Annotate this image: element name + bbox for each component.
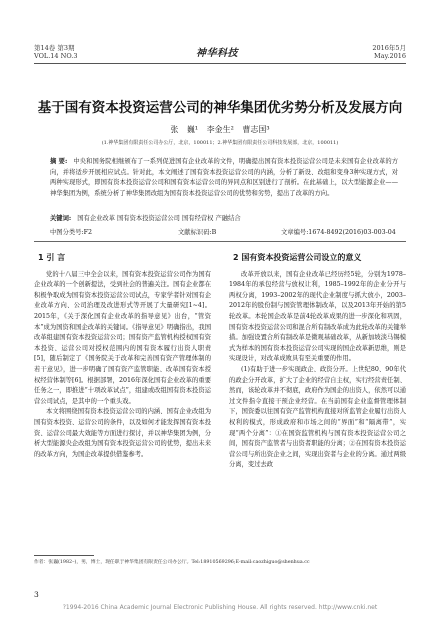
clc-number: 中图分类号:F2 [50,229,92,236]
issue-info [34,44,77,60]
page-number: 3 [34,590,39,599]
author-footnote: 作者：张巍(1982–)，男，博士，现任职于神华集团有限责任公司办公厅。Tel:18910569296;E-mail:caozhiguo@shenhua.cc [34,560,310,565]
section-2-paragraph-2: (1)有助于进一步实现政企、政资分开。上世纪80、90年代的政企分开改革，扩大了企业的经营自主权，实行经营责任制、然而，该轮改革并不彻底，政府作为国企的出资人，依然可以通过文件指令直接干预企业经营。在当前国有企业监督管理体制下，国资委以往国有资产监管机构直接对所监管企业履行出资人权利的模式，形成政府和市场之间的“界面”和“隔离带”，实现“两个分离”：①在国资监管机构与国有资本投资运营公司之间，国有资产监管者与出资者职能的分离；②在国有资本投资运营公司与所出资企业之间，实现出资者与企业的分离。通过两级分离，变过去政 [229,365,406,469]
classification-line [50,227,398,236]
issue-en: VOL.14 NO.3 [34,52,78,60]
date-en: May.2016 [374,52,406,60]
footnote-divider [34,555,94,556]
column-right [229,253,406,471]
journal-logo: 神华科技 [196,48,238,59]
author-affiliation: (1.神华集团有限责任公司办公厅，北京，100011；2.神华集团有限责任公司科技发展部，北京，100011) [101,140,339,146]
article-authors: 张 巍¹ 李金生² 曹志国³ [170,125,270,134]
issue-cn: 第14卷 第3期 [34,44,75,52]
date-cn: 2016年5月 [372,44,406,52]
section-2-heading: 2 国有资本投资运营公司设立的意义 [233,253,362,262]
section-1-paragraph-2: 本文将围绕国有资本投资运营公司的内涵、国有企业改组为国有资本投资、运营公司的条件，以及如何才能发挥国有资本投资、运营公司最大效能等方面进行探讨，并以神华集团为例，分析大型能源央企改组为国有资本投资运营公司的优势，提出未来的改革方向，为国企改革提供借鉴参考。 [34,408,211,458]
section-2-paragraph-1: 改革开放以来，国有企业改革已经历经5轮，分别为1978–1984年的承包经营与放权让利，1985–1992年的企业分开与两权分离，1993–2002年的现代企业制度与抓大放小，2003–2012年的股份制与国资管理体制改革，以及2013年开始的第5轮改革。本轮国企改革是前4轮改革成果的进一步深化和巩固，国有资本投资运营公司和混合所有制改革成为此轮改革的关键举措。加强设置合所有制改革是微观基础改革，从新加坡淡马锡模式为样本的国有资本投资运营公司实现的国企改革新思维，则是实现设计，对改革成败具有至关重要的作用。 [229,270,406,363]
copyright-line: ?1994-2016 China Academic Journal Electronic Publishing House. All rights reserved. http://www.cnki.net [62,604,378,611]
section-1-heading: 1 引 言 [38,253,66,262]
abstract-label: 摘 要: [50,158,68,165]
keywords-text: 国有企业改革 国有资本投资运营公司 国有经营权 产融结合 [77,215,241,222]
document-code: 文献标识码:B [178,229,217,236]
abstract [50,157,398,199]
abstract-text: 中央和国务院相继颁布了一系列促进国有企业改革的文件，明确提出国有资本投资运营公司是未来国有企业改革的方向，并将适步开展相应试点。针对此，本文阐述了国有资本投资运营公司的内涵，分析了新设、改组和变身3种实现方式，对两种实现形式，即国有资本投资运营公司和国有资本运营公司的异同点和区别进行了剖析。在此基础上，以大型能源企业——神华集团为例，系统分析了神华集团改组为国有资本投资运营公司的优势和劣势，提出了改革的方向。 [50,158,398,197]
column-left [34,253,211,460]
abstract-divider [34,241,406,242]
section-1-paragraph-1: 党的十八届三中全会以来，国有资本投资运营公司作为国有企业改革的一个创新提法，受到社会的普遍关注。国有企业都在积极争取成为国有资本投资运营公司试点，专家学者针对国有企业改革方向、公司治理及改进形式等开展了大量研究[1~4]。2015年，《关于深化国有企业改革的指导意见》出台，“管资本”成为国资和国企改革的关键词。《指导意见》明确指出，我国改革组建国有资本投资运营公司；国有资产监管机构授权国有资本投资、运营公司对授权范围内的国有资本履行出资人职责[5]，随后制定了《国务院关于改革和完善国有资产管理体制的若干意见》，进一步明确了国有资产监管职能、改革国有资本授权经营体制等[6]。根据部署，2016年深化国有企业改革的重要任务之一，即推进“十项改革试点”，组建或改组国有资本投资运营公司试点，是其中的一个重头戏。 [34,270,211,405]
issue-date [372,44,406,60]
keywords [50,214,398,224]
keywords-label: 关键词: [50,215,72,222]
header-divider [34,63,406,64]
article-title: 基于国有资本投资运营公司的神华集团优劣势分析及发展方向 [37,100,403,116]
article-number: 文章编号:1674-8492(2016)03-003-04 [281,229,396,236]
